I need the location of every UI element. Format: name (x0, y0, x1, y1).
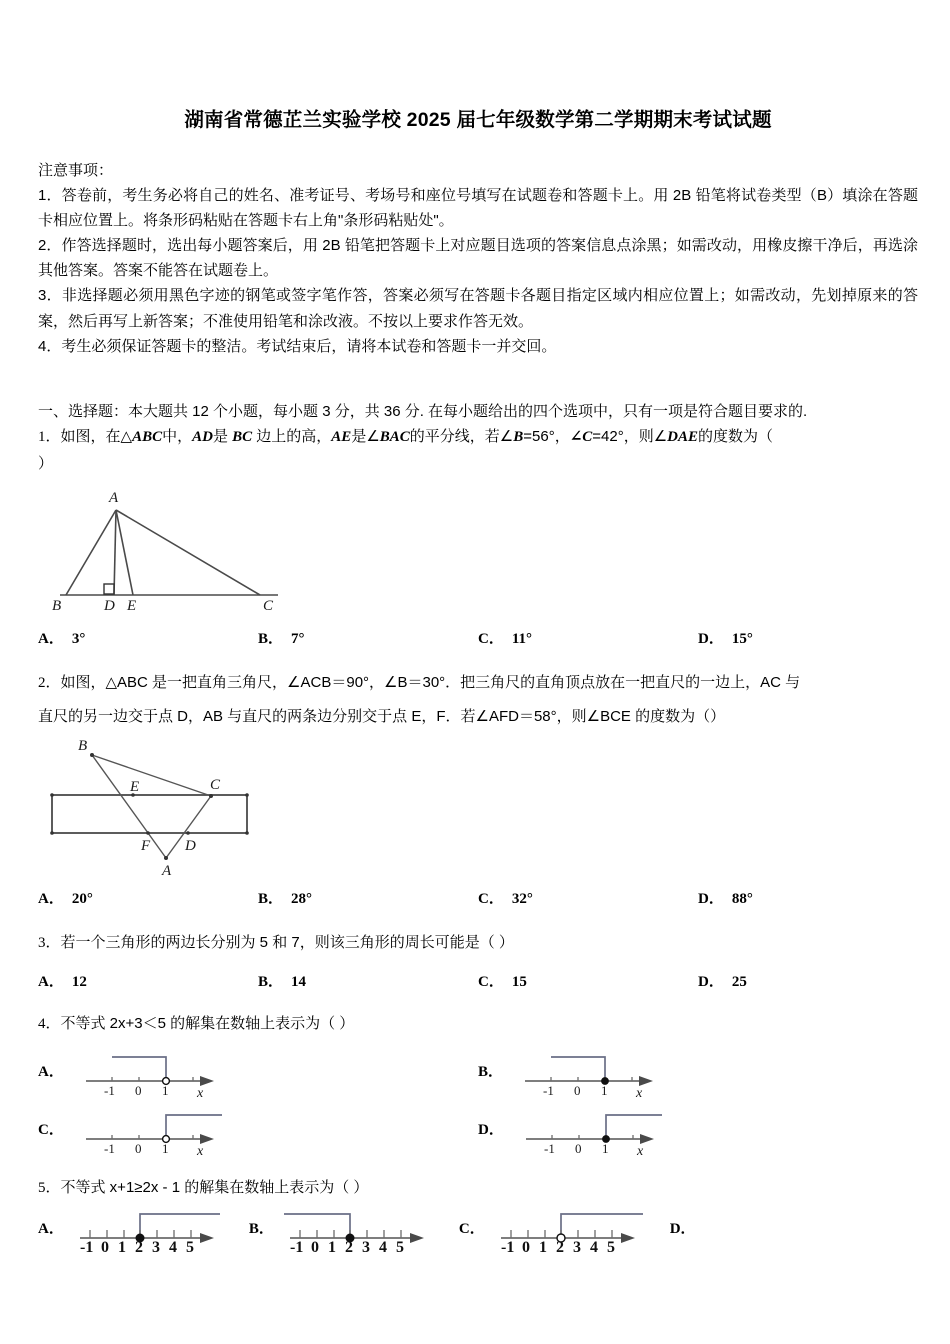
q4b-tick-0: 0 (574, 1083, 581, 1099)
q1-option-b[interactable] (258, 627, 478, 648)
q1-option-a-label: A． (38, 630, 64, 647)
q3-option-d[interactable] (698, 970, 918, 991)
triangle-ruler-svg (38, 733, 338, 883)
q5-option-c-label: C． (458, 1220, 485, 1237)
q5-option-a[interactable] (38, 1208, 227, 1254)
q5-option-d-label: D． (669, 1220, 696, 1237)
q4a-tick-0: 0 (134, 1083, 142, 1099)
q4-numberline-c (74, 1105, 224, 1157)
q5-option-c[interactable] (459, 1208, 648, 1254)
q5a-tick--1: -1 (79, 1238, 94, 1254)
q4-numberline-b (513, 1047, 663, 1099)
q5a-tick-0: 0 (100, 1238, 109, 1254)
q1-option-a[interactable] (38, 627, 258, 648)
page-title: 湖南省常德芷兰实验学校 2025 届七年级数学第二学期期末考试试题 (184, 109, 772, 131)
q5b-tick-3: 3 (361, 1238, 370, 1254)
q1-part7: =56°， (523, 428, 570, 446)
q5a-tick-2: 2 (134, 1238, 143, 1254)
q5-numberline-a (72, 1208, 227, 1254)
q2-option-a-label: A． (38, 890, 64, 907)
question-1-figure (38, 477, 918, 617)
q1-bc: BC (232, 429, 253, 446)
q4c-axis-var: x (196, 1144, 204, 1158)
q4c-tick--1: -1 (103, 1141, 115, 1157)
fig1-label-C: C (263, 597, 274, 614)
q5-option-a-label: A． (38, 1220, 64, 1237)
q2-option-d-label: D． (698, 890, 724, 907)
q4-numberline-a (74, 1047, 224, 1099)
question-3-number: 3． (38, 934, 61, 951)
q1-option-c-value: 11° (511, 630, 533, 647)
q5a-tick-4: 4 (168, 1238, 177, 1254)
q4-option-d[interactable] (478, 1105, 918, 1157)
q3-option-d-label: D． (698, 974, 724, 991)
q1-option-c[interactable] (478, 627, 698, 648)
question-4-options-row2 (38, 1105, 918, 1157)
q5c-tick-5: 5 (606, 1238, 615, 1254)
question-1-text (38, 424, 918, 450)
q4b-tick-1: 1 (601, 1083, 608, 1099)
q5c-tick--1: -1 (500, 1238, 515, 1254)
question-5-body: 不等式 x+1≥2x - 1 的解集在数轴上表示为（ ） (60, 1179, 369, 1197)
q4-option-c[interactable] (38, 1105, 478, 1157)
question-2-body1: 如图，△ABC 是一把直角三角尺，∠ACB＝90°，∠B＝30°．把三角尺的直角顶点放在一把直尺的一边上，AC 与 (60, 673, 801, 691)
q1-ae: AE (331, 429, 352, 446)
q4-option-a-label: A． (38, 1064, 64, 1081)
q1-abc: ABC (132, 429, 163, 446)
q1-part5: 是∠ (351, 428, 380, 446)
fig1-label-B: B (52, 597, 62, 614)
q5-option-d[interactable] (670, 1217, 704, 1254)
q1-part3: 是 (212, 428, 233, 446)
q2-option-a-value: 20° (71, 890, 93, 907)
question-3-text (38, 930, 918, 956)
question-3-body: 若一个三角形的两边长分别为 5 和 7，则该三角形的周长可能是（ ） (60, 933, 514, 951)
q5b-tick-0: 0 (310, 1238, 319, 1254)
q4-option-c-label: C． (38, 1122, 64, 1139)
q5b-tick-2: 2 (344, 1238, 353, 1254)
fig2-label-C: C (210, 776, 221, 793)
q4-option-b-label: B． (478, 1064, 504, 1081)
q4b-tick--1: -1 (543, 1083, 554, 1099)
q2-option-a[interactable] (38, 887, 258, 908)
q2-option-c-value: 32° (511, 890, 533, 907)
q5b-tick-1: 1 (327, 1238, 336, 1254)
q1-option-c-label: C． (478, 630, 504, 647)
q4a-tick-1: 1 (161, 1083, 169, 1099)
question-2-line2: 直尺的另一边交于点 D，AB 与直尺的两条边分别交于点 E，F．若∠AFD＝58°，则∠BCE 的度数为（） (38, 707, 726, 725)
q3-option-b-value: 14 (291, 974, 307, 991)
q5c-tick-0: 0 (521, 1238, 530, 1254)
q2-option-b-label: B． (258, 890, 284, 907)
q1-ad: AD (192, 429, 213, 446)
q1-part8: =42°，则∠ (592, 428, 668, 446)
question-4-number: 4． (38, 1016, 61, 1033)
q2-option-c[interactable] (478, 887, 698, 908)
q3-option-b-label: B． (258, 974, 284, 991)
q5-numberline-c (493, 1208, 648, 1254)
q1-option-d[interactable] (698, 627, 918, 648)
q2-option-b[interactable] (258, 887, 478, 908)
q1-option-d-label: D． (698, 630, 724, 647)
q5a-tick-5: 5 (185, 1238, 194, 1254)
q4-numberline-d (514, 1105, 664, 1157)
q1-part4: 边上的高， (252, 428, 332, 446)
q5-option-b-label: B． (248, 1220, 274, 1237)
q4d-tick-1: 1 (601, 1141, 609, 1157)
q1-b: B (513, 429, 524, 446)
question-5-number: 5． (38, 1180, 61, 1197)
q3-option-c[interactable] (478, 970, 698, 991)
question-4-options-row1 (38, 1047, 918, 1099)
notice-item-4: 4．考生必须保证答题卡的整洁。考试结束后，请将本试卷和答题卡一并交回。 (38, 337, 557, 355)
q1-option-b-label: B． (258, 630, 284, 647)
q4a-axis-var: x (196, 1086, 204, 1100)
notice-item-2: 2．作答选择题时，选出每小题答案后，用 2B 铅笔把答题卡上对应题目选项的答案信息点涂黑；如需改动，用橡皮擦干净后，再选涂其他答案。答案不能答在试题卷上。 (38, 236, 918, 280)
question-1-cont: ） (38, 454, 54, 472)
question-1-options (38, 627, 918, 648)
q4c-tick-0: 0 (134, 1141, 142, 1157)
q5c-tick-2: 2 (555, 1238, 564, 1254)
fig2-label-F: F (141, 837, 151, 854)
q3-option-a[interactable] (38, 970, 258, 991)
q4-option-d-label: D． (478, 1122, 504, 1139)
page-content (38, 0, 918, 1254)
q5b-tick--1: -1 (289, 1238, 304, 1254)
question-4-text (38, 1011, 918, 1037)
q1-part6: 的平分线，若∠ (409, 428, 514, 446)
q1-option-b-value: 7° (291, 630, 305, 647)
q2-option-d-value: 88° (731, 890, 753, 907)
q3-option-c-label: C． (478, 974, 504, 991)
question-2-number: 2． (38, 674, 61, 691)
question-5-options (38, 1208, 918, 1254)
q1-part2: 中， (162, 428, 193, 446)
fig2-label-A: A (162, 862, 172, 879)
q1-option-d-value: 15° (731, 630, 753, 647)
triangle-altitude-bisector-svg (38, 477, 338, 617)
q2-option-c-label: C． (478, 890, 504, 907)
q3-option-a-label: A． (38, 974, 64, 991)
q1-part9: 的度数为（ (698, 428, 774, 446)
fig1-label-D: D (104, 597, 115, 614)
question-2-figure (38, 733, 918, 883)
q4-option-b[interactable] (478, 1047, 918, 1099)
notice-item-1: 1．答卷前，考生务必将自己的姓名、准考证号、考场号和座位号填写在试题卷和答题卡上。用 2B 铅笔将试卷类型（B）填涂在答题卡相应位置上。将条形码粘贴在答题卡右上角"条形码粘贴处"。 (38, 186, 918, 229)
fig1-label-A: A (109, 489, 119, 506)
q4d-tick--1: -1 (543, 1141, 555, 1157)
q5b-tick-4: 4 (378, 1238, 387, 1254)
question-1-number: 1． (38, 429, 61, 446)
q4a-tick--1: -1 (103, 1083, 115, 1099)
q4-option-a[interactable] (38, 1047, 478, 1099)
fig2-label-D: D (185, 837, 196, 854)
q4b-axis-var: x (636, 1086, 643, 1100)
q2-option-d[interactable] (698, 887, 918, 908)
question-2-line1 (38, 666, 918, 700)
q5-option-b[interactable] (249, 1208, 437, 1254)
q3-option-d-value: 25 (731, 974, 747, 991)
notice-heading: 注意事项： (38, 162, 114, 180)
q5c-tick-3: 3 (572, 1238, 581, 1254)
fig2-label-B: B (78, 737, 88, 754)
q4c-tick-1: 1 (161, 1141, 169, 1157)
question-4-body: 不等式 2x+3＜5 的解集在数轴上表示为（ ） (60, 1015, 355, 1033)
section-heading: 一、选择题：本大题共 12 个小题，每小题 3 分，共 36 分. 在每小题给出的四个选项中，只有一项是符合题目要求的. (38, 402, 808, 420)
q1-dae: DAE (667, 429, 699, 446)
q1-bac: BAC (379, 429, 410, 446)
q1-c: ∠C (569, 429, 593, 446)
q4d-axis-var: x (636, 1144, 644, 1158)
q5a-tick-3: 3 (151, 1238, 160, 1254)
fig1-label-E: E (127, 597, 137, 614)
question-2-options (38, 887, 918, 908)
q5a-tick-1: 1 (117, 1238, 126, 1254)
q3-option-c-value: 15 (511, 974, 527, 991)
q1-option-a-value: 3° (71, 630, 86, 647)
q5-numberline-b (282, 1208, 437, 1254)
q3-option-a-value: 12 (71, 974, 87, 991)
q5b-tick-5: 5 (395, 1238, 404, 1254)
q5c-tick-1: 1 (538, 1238, 547, 1254)
q3-option-b[interactable] (258, 970, 478, 991)
question-3-options (38, 970, 918, 991)
q2-option-b-value: 28° (291, 890, 313, 907)
q5c-tick-4: 4 (589, 1238, 598, 1254)
notice-item-3: 3．非选择题必须用黑色字迹的钢笔或签字笔作答，答案必须写在答题卡各题目指定区域内相应位置上；如需改动，先划掉原来的答案，然后再写上新答案；不准使用铅笔和涂改液。不按以上要求作答无效。 (38, 287, 918, 330)
q4d-tick-0: 0 (574, 1141, 582, 1157)
question-5-text (38, 1175, 918, 1201)
q1-part1: 如图，在△ (60, 428, 133, 446)
fig2-label-E: E (130, 778, 140, 795)
